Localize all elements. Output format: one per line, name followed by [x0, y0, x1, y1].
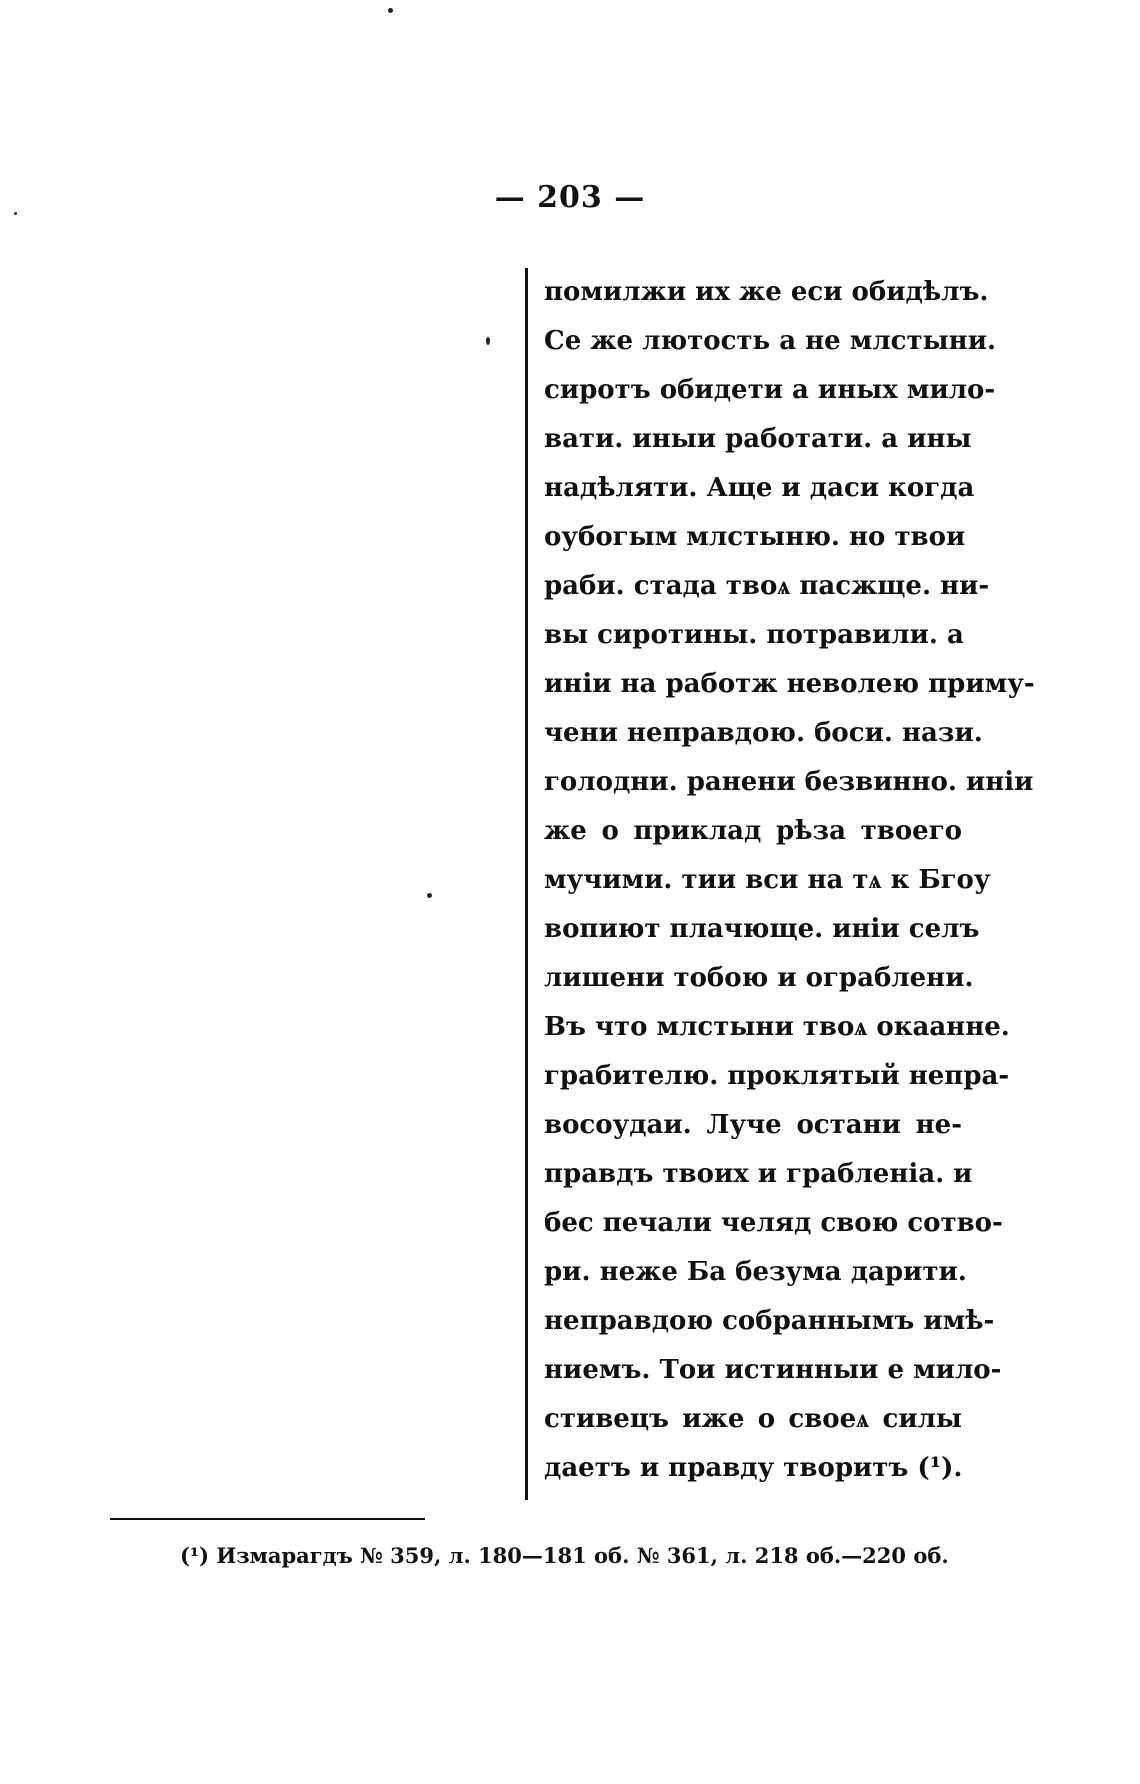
print-speck	[427, 893, 432, 898]
text-line: ниемъ. Тои истинныи е мило-	[544, 1355, 1002, 1385]
text-line: лишени тобою и ограблени.	[544, 963, 974, 993]
text-line: голодни. ранени безвинно. иніи	[544, 767, 1034, 797]
text-line: грабителю. проклятый непра-	[544, 1061, 1010, 1091]
text-line: ри. неже Ба безума дарити.	[544, 1257, 967, 1287]
text-line: же о приклад рѣза твоего	[544, 816, 962, 846]
text-line: помилжи их же еси обидѣлъ.	[544, 277, 989, 307]
text-line: вы сиротины. потравили. а	[544, 620, 964, 650]
footnote-rule	[110, 1518, 425, 1520]
text-line: Въ что млстыни твоѧ окаанне.	[544, 1012, 1010, 1042]
text-line: чени неправдою. боси. нази.	[544, 718, 983, 748]
text-line: даетъ и правду творитъ (¹).	[544, 1453, 963, 1483]
text-line: правдъ твоих и грабленіа. и	[544, 1159, 973, 1189]
print-speck	[486, 337, 490, 345]
text-line: Се же лютость а не млстыни.	[544, 326, 997, 356]
text-line: вопиют плачюще. иніи селъ	[544, 914, 980, 944]
text-line: надѣляти. Аще и даси когда	[544, 473, 975, 503]
text-line: неправдою собраннымъ имѣ-	[544, 1306, 995, 1336]
print-speck	[14, 212, 17, 215]
page-number: — 203 —	[494, 180, 646, 215]
text-line: раби. стада твоѧ пасжще. ни-	[544, 571, 990, 601]
text-column	[525, 268, 1035, 1500]
text-line: мучими. тии вси на тѧ к Бгоу	[544, 865, 991, 895]
print-speck	[388, 8, 393, 13]
text-line: сиротъ обидети а иных мило-	[544, 375, 996, 405]
text-line: стивецъ иже о своеѧ силы	[544, 1404, 962, 1434]
text-line: оубогым млстыню. но твои	[544, 522, 966, 552]
text-line: вати. иныи работати. а ины	[544, 424, 972, 454]
footnote: (¹) Измарагдъ № 359, л. 180—181 об. № 361, л. 218 об.—220 об.	[180, 1543, 949, 1568]
text-line: бес печали челяд свою сотво-	[544, 1208, 1003, 1238]
text-line: восоудаи. Луче остани не-	[544, 1110, 962, 1140]
text-line: иніи на работж неволею приму-	[544, 669, 1035, 699]
